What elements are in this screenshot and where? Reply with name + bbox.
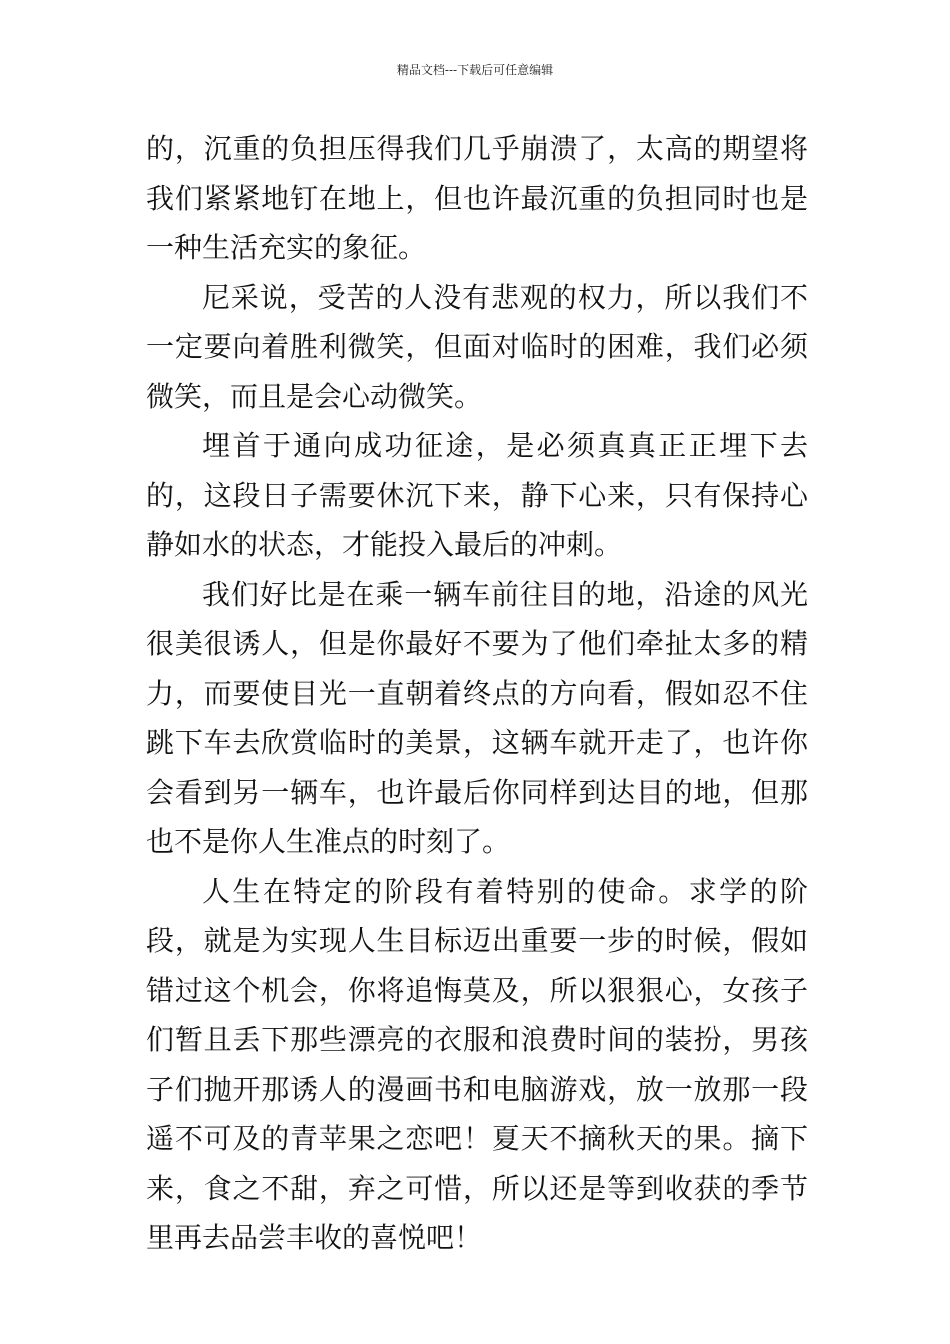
paragraph: 尼采说，受苦的人没有悲观的权力，所以我们不一定要向着胜利微笑，但面对临时的困难，我们必须微笑，而且是会心动微笑。 <box>146 280 808 413</box>
paragraph-continued: 的，沉重的负担压得我们几乎崩溃了，太高的期望将我们紧紧地钉在地上，但也许最沉重的负担同时也是一种生活充实的象征。 <box>146 132 808 264</box>
paragraph: 人生在特定的阶段有着特别的使命。求学的阶段，就是为实现人生目标迈出重要一步的时候，假如错过这个机会，你将追悔莫及，所以狠狠心，女孩子们暂且丢下那些漂亮的衣服和浪费时间的装扮，男孩子们抛开那诱人的漫画书和电脑游戏，放一放那一段遥不可及的青苹果之恋吧！夏天不摘秋天的果。摘下来，食之不甜，弃之可惜，所以还是等到收获的季节里再去品尝丰收的喜悦吧！ <box>146 874 808 1254</box>
page-header: 精品文档---下载后可任意编辑 <box>396 63 554 77</box>
paragraph: 我们好比是在乘一辆车前往目的地，沿途的风光很美很诱人，但是你最好不要为了他们牵扯太多的精力，而要使目光一直朝着终点的方向看，假如忍不住跳下车去欣赏临时的美景，这辆车就开走了，也许你会看到另一辆车，也许最后你同样到达目的地，但那也不是你人生准点的时刻了。 <box>146 577 808 858</box>
paragraph: 埋首于通向成功征途，是必须真真正正埋下去的，这段日子需要休沉下来，静下心来，只有保持心静如水的状态，才能投入最后的冲刺。 <box>146 429 808 561</box>
document-body <box>146 124 808 1263</box>
